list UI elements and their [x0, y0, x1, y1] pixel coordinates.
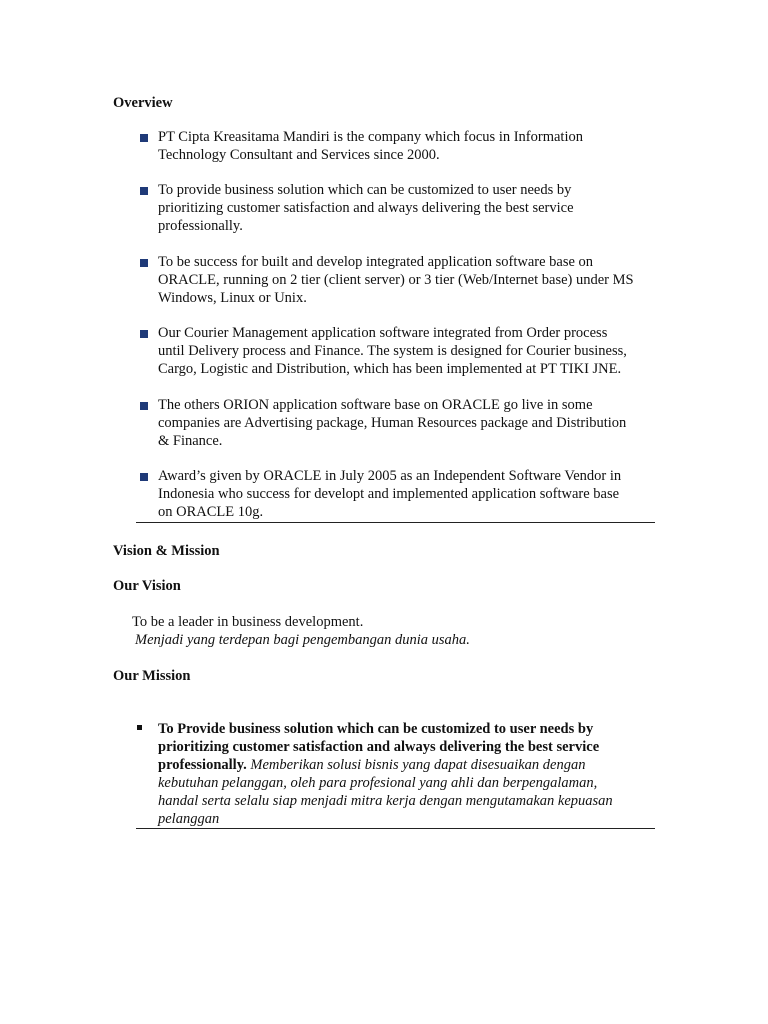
overview-item-text: Award’s given by ORACLE in July 2005 as an Independent Software Vendor in Indonesia who success for developt and implemented application software base on ORACLE 10g.	[158, 468, 622, 520]
square-bullet-icon	[140, 187, 148, 195]
vision-indonesian-text: Menjadi yang terdepan bagi pengembangan dunia usaha.	[135, 632, 470, 648]
square-bullet-icon	[140, 259, 148, 267]
vision-english-text: To be a leader in business development.	[132, 614, 364, 630]
mission-english-text: To Provide business solution which can be customized to user needs by prioritizing customer satisfaction and always delivering the best service professionally.	[158, 721, 600, 773]
overview-item-text: To be success for built and develop integrated application software base on ORACLE, running on 2 tier (client server) or 3 tier (Web/Internet base) under MS Windows, Linux or Unix.	[158, 254, 634, 306]
small-square-bullet-icon	[137, 725, 142, 730]
mission-item	[137, 720, 657, 828]
section-divider-bottom	[136, 828, 655, 829]
section-divider	[136, 522, 655, 523]
overview-item-text: PT Cipta Kreasitama Mandiri is the company which focus in Information Technology Consultant and Services since 2000.	[158, 129, 583, 163]
mission-indonesian-text: Memberikan solusi bisnis yang dapat disesuaikan dengan kebutuhan pelanggan, oleh para profesional yang ahli dan berpengalaman, handal serta selalu siap menjadi mitra kerja dengan mengutamakan kepuasan pelanggan	[158, 757, 613, 827]
overview-item-6	[140, 468, 660, 521]
overview-item-1	[140, 129, 660, 165]
mission-text	[158, 720, 657, 828]
overview-heading: Overview	[113, 95, 173, 111]
square-bullet-icon	[140, 473, 148, 481]
overview-item-text: Our Courier Management application software integrated from Order process until Delivery process and Finance. The system is designed for Courier business, Cargo, Logistic and Distribution, which has been implemented at PT TIKI JNE.	[158, 325, 627, 377]
square-bullet-icon	[140, 134, 148, 142]
square-bullet-icon	[140, 330, 148, 338]
overview-item-4	[140, 325, 660, 378]
our-vision-heading: Our Vision	[113, 578, 181, 594]
overview-item-3	[140, 254, 660, 307]
overview-item-5	[140, 397, 660, 450]
our-mission-heading: Our Mission	[113, 668, 191, 684]
overview-item-2	[140, 182, 660, 235]
square-bullet-icon	[140, 402, 148, 410]
overview-item-text: To provide business solution which can be customized to user needs by prioritizing customer satisfaction and always delivering the best service professionally.	[158, 182, 574, 234]
vision-mission-heading: Vision & Mission	[113, 543, 220, 559]
overview-item-text: The others ORION application software base on ORACLE go live in some companies are Advertising package, Human Resources package and Distribution & Finance.	[158, 397, 627, 449]
